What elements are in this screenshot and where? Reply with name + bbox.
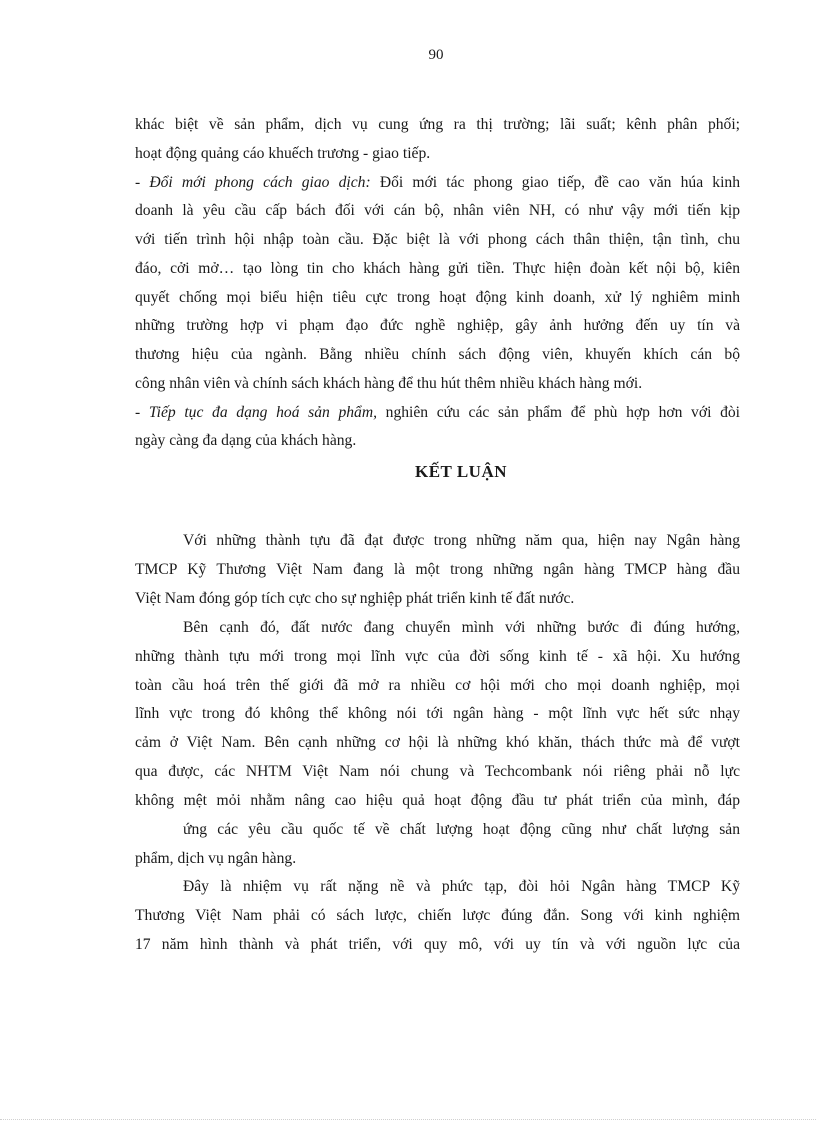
body-line: quyết chống mọi biểu hiện tiêu cực trong hoạt động kinh doanh, xử lý nghiêm minh	[135, 289, 740, 306]
conclusion-line: ứng các yêu cầu quốc tế về chất lượng hoạt động cũng như chất lượng sản	[183, 821, 740, 838]
conclusion-line: 17 năm hình thành và phát triển, với quy mô, với uy tín và với nguồn lực của	[135, 936, 740, 953]
body-line: ngày càng đa dạng của khách hàng.	[135, 432, 357, 449]
conclusion-line: toàn cầu hoá trên thế giới đã mở ra nhiều cơ hội mới cho mọi doanh nghiệp, mọi	[135, 677, 740, 694]
conclusion-line: không mệt mỏi nhằm nâng cao hiệu quả hoạt động đầu tư phát triển của mình, đáp	[135, 792, 740, 809]
conclusion-line: Việt Nam đóng góp tích cực cho sự nghiệp phát triển kinh tế đất nước.	[135, 590, 575, 607]
body-line: đáo, cởi mở… tạo lòng tin cho khách hàng gửi tiền. Thực hiện đoàn kết nội bộ, kiên	[135, 260, 740, 277]
list-item-label: - Tiếp tục đa dạng hoá sản phẩm,	[135, 404, 378, 421]
conclusion-line: những thành tựu mới trong mọi lĩnh vực của đời sống kinh tế - xã hội. Xu hướng	[135, 648, 740, 665]
body-line: những trường hợp vi phạm đạo đức nghề nghiệp, gây ảnh hưởng đến uy tín và	[135, 317, 740, 334]
conclusion-line: qua được, các NHTM Việt Nam nói chung và Techcombank nói riêng phải nỗ lực	[135, 763, 740, 780]
list-item-text: nghiên cứu các sản phẩm để phù hợp hơn với đòi	[377, 404, 741, 421]
section-heading: KẾT LUẬN	[414, 462, 507, 481]
body-line: hoạt động quảng cáo khuếch trương - giao tiếp.	[135, 145, 431, 162]
page-bottom-rule	[0, 1119, 816, 1120]
body-line: doanh là yêu cầu cấp bách đối với cán bộ, nhân viên NH, có như vậy mới tiến kịp	[135, 202, 740, 219]
conclusion-line: cảm ở Việt Nam. Bên cạnh những cơ hội là những khó khăn, thách thức mà để vượt	[135, 734, 740, 751]
conclusion-line: Đây là nhiệm vụ rất nặng nề và phức tạp, đòi hỏi Ngân hàng TMCP Kỹ	[183, 878, 740, 895]
list-item-tiep-tuc	[135, 403, 740, 423]
conclusion-line: Bên cạnh đó, đất nước đang chuyển mình với những bước đi đúng hướng,	[183, 619, 740, 636]
list-item-label: - Đổi mới phong cách giao dịch:	[135, 174, 371, 191]
body-line: thương hiệu của ngành. Bằng nhiều chính sách động viên, khuyến khích cán bộ	[135, 346, 740, 363]
conclusion-line: TMCP Kỹ Thương Việt Nam đang là một trong những ngân hàng TMCP hàng đầu	[135, 561, 740, 578]
body-line: công nhân viên và chính sách khách hàng để thu hút thêm nhiều khách hàng mới.	[135, 375, 643, 392]
body-line: khác biệt về sản phẩm, dịch vụ cung ứng ra thị trường; lãi suất; kênh phân phối;	[135, 116, 740, 133]
page-number: 90	[428, 47, 444, 63]
body-line: với tiến trình hội nhập toàn cầu. Đặc biệt là với phong cách thân thiện, tận tình, chu	[135, 231, 740, 248]
conclusion-line: phẩm, dịch vụ ngân hàng.	[135, 850, 297, 867]
conclusion-line: Với những thành tựu đã đạt được trong những năm qua, hiện nay Ngân hàng	[183, 532, 740, 549]
list-item-doi-moi	[135, 173, 740, 193]
list-item-text: Đổi mới tác phong giao tiếp, đề cao văn húa kinh	[370, 174, 740, 191]
conclusion-line: Thương Việt Nam phải có sách lược, chiến lược đúng đắn. Song với kinh nghiệm	[135, 907, 740, 924]
conclusion-line: lĩnh vực trong đó không thể không nói tới ngân hàng - một lĩnh vực hết sức nhạy	[135, 705, 740, 722]
